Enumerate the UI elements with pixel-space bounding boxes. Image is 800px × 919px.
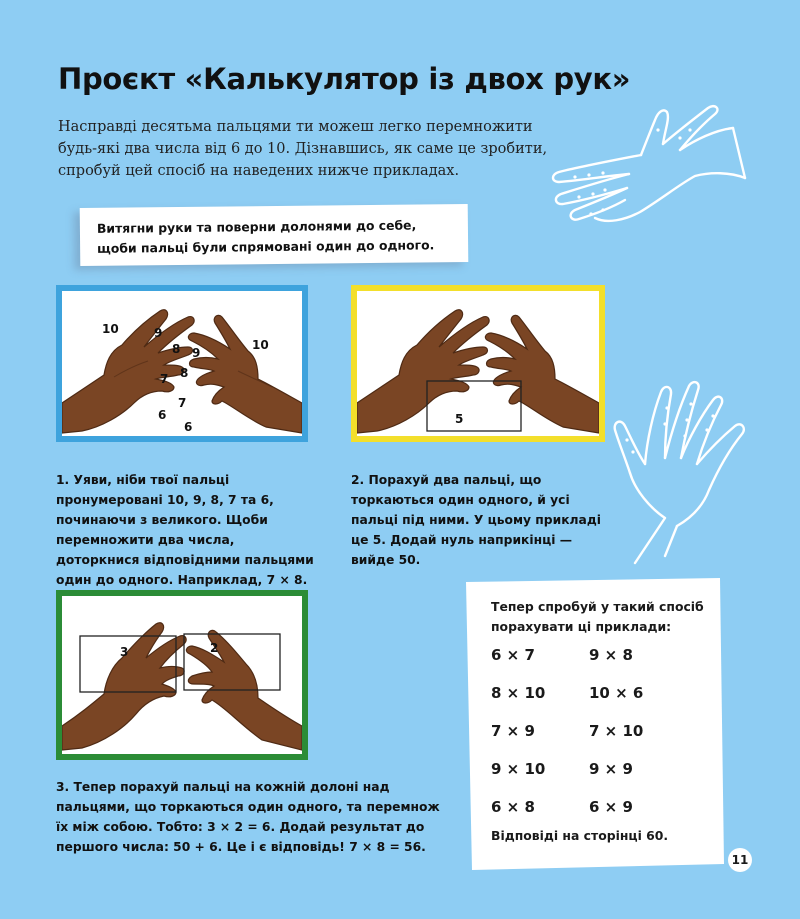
- example-4: 10 × 6: [589, 684, 644, 702]
- right-count-label: 2: [210, 641, 219, 655]
- finger-label-right-8: 8: [180, 366, 189, 380]
- finger-label-right-6: 6: [184, 420, 193, 434]
- finger-label-right-10: 10: [252, 338, 269, 352]
- step3-text: 3. Тепер порахуй пальці на кожній долоні над пальцями, що торкаються один одного, та перемнож їх між собою. Тобто: 3 × 2 = 6. Додай результат до першого числа: 50 + 6. Це і є відповідь! 7 × 8 = 56.: [56, 780, 440, 854]
- intro-paragraph: Насправді десятьма пальцями ти можеш легко перемножити будь-які два числа від 6 до 10. Дізнавшись, як саме це зробити, спробуй цей спосіб на наведених нижче прикладах.: [58, 119, 548, 179]
- step1-illustration: [56, 285, 308, 442]
- left-hand: [62, 310, 194, 433]
- finger-label-left-6: 6: [158, 408, 167, 422]
- hand-outline-icon: [545, 100, 750, 230]
- example-3: 8 × 10: [491, 684, 546, 702]
- example-7: 9 × 10: [491, 760, 546, 778]
- step1-text: 1. Уяви, ніби твої пальці пронумеровані 10, 9, 8, 7 та 6, починаючи з великого. Щоби перемножити два числа, доторкнися відповідними пальцями один до одного. Наприклад, 7 × 8.: [56, 473, 314, 587]
- example-2: 9 × 8: [589, 646, 633, 664]
- example-1: 6 × 7: [491, 646, 535, 664]
- page-number: 11: [728, 848, 752, 872]
- example-5: 7 × 9: [491, 722, 535, 740]
- answers-note: Відповіді на сторінці 60.: [491, 828, 669, 843]
- finger-label-left-9: 9: [154, 326, 163, 340]
- finger-label-left-10: 10: [102, 322, 119, 336]
- practice-prompt: Тепер спробуй у такий спосіб порахувати ці приклади:: [491, 599, 704, 634]
- practice-sheet: [462, 578, 724, 870]
- right-hand: [188, 315, 302, 433]
- right-hand: [485, 315, 599, 433]
- finger-label-right-7: 7: [178, 396, 187, 410]
- hand-outline-icon: [605, 378, 765, 568]
- step3-illustration: [56, 590, 308, 760]
- page-title: Проєкт «Калькулятор із двох рук»: [58, 62, 631, 96]
- step2-text: 2. Порахуй два пальці, що торкаються один одного, й усі пальці під ними. У цьому прикладі це 5. Додай нуль наприкінці — вийде 50.: [351, 473, 602, 567]
- example-6: 7 × 10: [589, 722, 644, 740]
- example-9: 6 × 8: [491, 798, 535, 816]
- example-10: 6 × 9: [589, 798, 633, 816]
- finger-label-right-9: 9: [192, 346, 201, 360]
- example-8: 9 × 9: [589, 760, 633, 778]
- left-count-label: 3: [120, 645, 129, 659]
- count-box-label: 5: [455, 412, 464, 426]
- left-hand: [357, 310, 489, 433]
- finger-label-left-7: 7: [160, 372, 169, 386]
- finger-label-left-8: 8: [172, 342, 181, 356]
- step2-illustration: [351, 285, 605, 442]
- instruction-note: [80, 204, 469, 266]
- instruction-text: Витягни руки та поверни долонями до себе, щоби пальці були спрямовані один до одного.: [96, 217, 435, 256]
